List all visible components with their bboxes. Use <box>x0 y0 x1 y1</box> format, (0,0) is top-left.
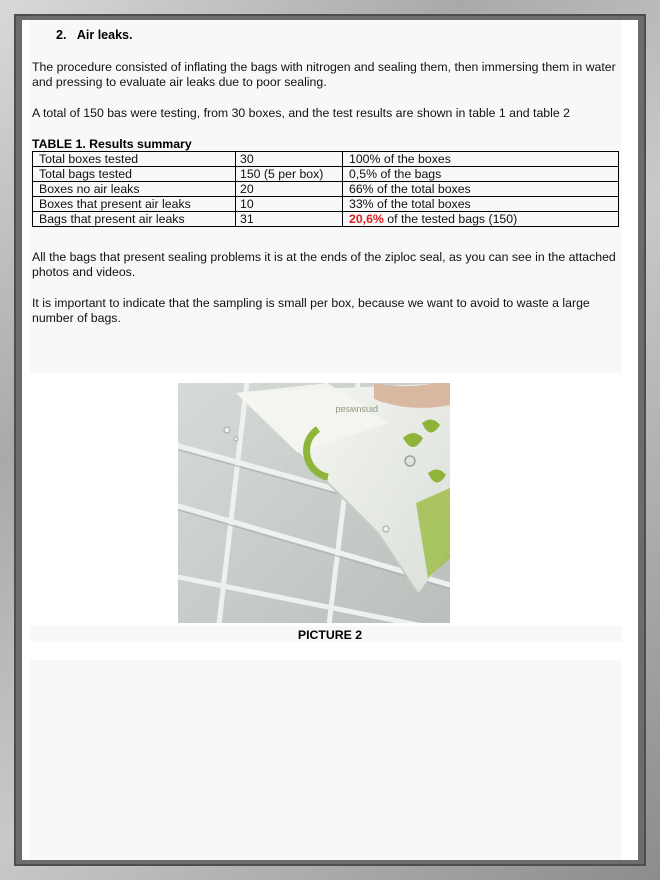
leak-photo <box>178 383 450 623</box>
table-title: TABLE 1. Results summary <box>32 137 192 151</box>
row-note <box>343 212 619 227</box>
leak-photo-illustration <box>178 383 450 623</box>
section-heading <box>56 28 132 42</box>
row-note: 100% of the boxes <box>343 152 619 167</box>
row-note: 0,5% of the bags <box>343 167 619 182</box>
document-page <box>22 20 638 860</box>
procedure-paragraph: The procedure consisted of inflating the bags with nitrogen and sealing them, then immersing them in water and pressing to evaluate air leaks due to poor sealing. <box>32 60 616 89</box>
sampling-paragraph: It is important to indicate that the sampling is small per box, because we want to avoid to waste a large number of bags. <box>32 296 590 325</box>
results-table <box>32 151 619 227</box>
highlight-percent: 20,6% <box>349 212 384 226</box>
table-row <box>33 182 619 197</box>
total-paragraph: A total of 150 bas were testing, from 30 boxes, and the test results are shown in table 1 and table 2 <box>32 106 570 120</box>
row-label: Boxes no air leaks <box>33 182 236 197</box>
air-bubble <box>405 456 415 466</box>
section-title: Air leaks. <box>76 28 133 42</box>
row-value: 20 <box>236 182 343 197</box>
row-label: Boxes that present air leaks <box>33 197 236 212</box>
row-value: 30 <box>236 152 343 167</box>
row-label: Total bags tested <box>33 167 236 182</box>
table-row <box>33 212 619 227</box>
row-value: 10 <box>236 197 343 212</box>
table-row <box>33 152 619 167</box>
sealing-paragraph: All the bags that present sealing problems it is at the ends of the ziploc seal, as you can see in the attached photos and videos. <box>32 250 616 279</box>
row-note: 66% of the total boxes <box>343 182 619 197</box>
row-value: 150 (5 per box) <box>236 167 343 182</box>
row-note-text: of the tested bags (150) <box>383 212 518 226</box>
row-label: Total boxes tested <box>33 152 236 167</box>
table-row <box>33 197 619 212</box>
empty-block <box>30 660 622 860</box>
picture-caption: PICTURE 2 <box>297 628 363 642</box>
section-number: 2. <box>56 28 67 42</box>
row-note: 33% of the total boxes <box>343 197 619 212</box>
svg-text:pinsuwsad: pinsuwsad <box>335 405 378 415</box>
row-label: Bags that present air leaks <box>33 212 236 227</box>
table-row <box>33 167 619 182</box>
row-value: 31 <box>236 212 343 227</box>
